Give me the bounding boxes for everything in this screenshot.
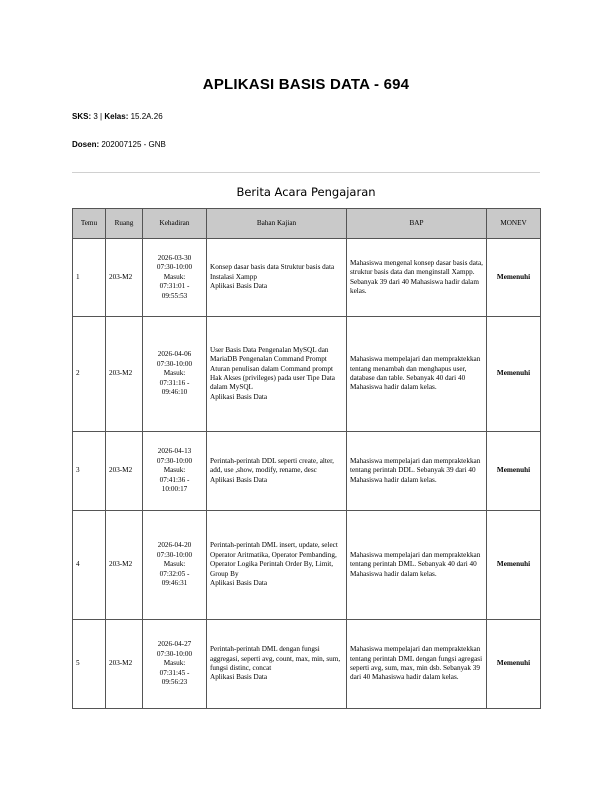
cell-monev: Memenuhi xyxy=(487,317,541,432)
course-meta xyxy=(72,112,163,121)
kehadiran-out: 09:56:23 xyxy=(161,678,188,687)
cell-kehadiran xyxy=(143,620,207,709)
kehadiran-in: 07:31:01 - xyxy=(159,282,190,291)
kehadiran-date: 2026-04-13 xyxy=(157,447,192,456)
cell-temu: 1 xyxy=(73,239,106,317)
kehadiran-in: 07:31:45 - xyxy=(159,668,190,677)
cell-temu: 2 xyxy=(73,317,106,432)
bahan-course: Aplikasi Basis Data xyxy=(210,282,268,291)
kehadiran-time: 07:30-10:00 xyxy=(156,550,193,559)
document-title: APLIKASI BASIS DATA - 694 xyxy=(202,76,410,93)
header-temu: Temu xyxy=(73,209,106,239)
kehadiran-masuk-label: Masuk: xyxy=(163,466,186,475)
header-monev: MONEV xyxy=(487,209,541,239)
kehadiran-masuk-label: Masuk: xyxy=(163,369,186,378)
cell-monev: Memenuhi xyxy=(487,511,541,620)
cell-bahan-kajian xyxy=(207,317,347,432)
cell-bap: Mahasiswa mempelajari dan mempraktekkan tentang perintah DML. Sebanyak 40 dari 40 Mahasiswa hadir dalam kelas. xyxy=(347,511,487,620)
kehadiran-masuk-label: Masuk: xyxy=(163,560,186,569)
sks-label: SKS: xyxy=(72,112,92,121)
cell-bap: Mahasiswa mempelajari dan mempraktekkan tentang menambah dan menghapus user, database dan table. Sebanyak 40 dari 40 Mahasiswa hadir dalam kelas. xyxy=(347,317,487,432)
header-kehadiran: Kehadiran xyxy=(143,209,207,239)
kehadiran-time: 07:30-10:00 xyxy=(156,359,193,368)
cell-bap: Mahasiswa mempelajari dan mempraktekkan tentang perintah DML dengan fungsi agregasi seperti avg, sum, max, min dsb. Sebanyak 39 dari 40 Mahasiswa hadir dalam kelas. xyxy=(347,620,487,709)
kehadiran-out: 09:46:31 xyxy=(161,579,188,588)
kehadiran-time: 07:30-10:00 xyxy=(156,263,193,272)
bahan-topics: Perintah-perintah DML dengan fungsi aggregasi, seperti avg, count, max, min, sum, fungsi distinc, concat xyxy=(210,645,341,672)
bahan-course: Aplikasi Basis Data xyxy=(210,475,268,484)
cell-ruang: 203-M2 xyxy=(106,239,143,317)
sks-value: 3 xyxy=(93,112,98,121)
cell-bahan-kajian xyxy=(207,432,347,511)
table-row xyxy=(73,620,541,709)
cell-temu: 5 xyxy=(73,620,106,709)
kehadiran-masuk-label: Masuk: xyxy=(163,659,186,668)
cell-bahan-kajian xyxy=(207,239,347,317)
bahan-topics: Perintah-perintah DDL seperti create, alter, add, use ,show, modify, rename, desc xyxy=(210,456,334,475)
kehadiran-out: 10:00:17 xyxy=(161,485,188,494)
header-bahan-kajian: Bahan Kajian xyxy=(207,209,347,239)
kelas-label: Kelas: xyxy=(104,112,129,121)
cell-monev: Memenuhi xyxy=(487,239,541,317)
cell-kehadiran xyxy=(143,432,207,511)
cell-temu: 4 xyxy=(73,511,106,620)
cell-ruang: 203-M2 xyxy=(106,620,143,709)
kehadiran-date: 2026-04-20 xyxy=(157,541,192,550)
dosen-label: Dosen: xyxy=(72,140,100,149)
cell-bap: Mahasiswa mengenal konsep dasar basis data, struktur basis data dan menginstall Xampp. Sebanyak 39 dari 40 Mahasiswa hadir dalam kelas. xyxy=(347,239,487,317)
dosen-value: 202007125 - GNB xyxy=(101,140,166,149)
kehadiran-out: 09:46:10 xyxy=(161,388,188,397)
bahan-topics: Perintah-perintah DML insert, update, select Operator Aritmatika, Operator Pembanding, Operator Logika Perintah Order By, Limit, Group By xyxy=(210,541,338,578)
kehadiran-date: 2026-03-30 xyxy=(157,253,192,262)
meta-separator: | xyxy=(100,112,103,121)
cell-ruang: 203-M2 xyxy=(106,317,143,432)
bahan-course: Aplikasi Basis Data xyxy=(210,673,268,682)
table-header-row xyxy=(73,209,541,239)
kehadiran-in: 07:31:16 - xyxy=(159,378,190,387)
kelas-value: 15.2A.26 xyxy=(130,112,163,121)
kehadiran-time: 07:30-10:00 xyxy=(156,649,193,658)
cell-kehadiran xyxy=(143,511,207,620)
header-bap: BAP xyxy=(347,209,487,239)
bahan-course: Aplikasi Basis Data xyxy=(210,579,268,588)
kehadiran-date: 2026-04-27 xyxy=(157,640,192,649)
kehadiran-masuk-label: Masuk: xyxy=(163,272,186,281)
teaching-record-table xyxy=(72,208,541,709)
kehadiran-date: 2026-04-06 xyxy=(157,350,192,359)
bahan-course: Aplikasi Basis Data xyxy=(210,392,268,401)
kehadiran-in: 07:41:36 - xyxy=(159,475,190,484)
cell-bap: Mahasiswa mempelajari dan mempraktekkan tentang perintah DDL. Sebanyak 39 dari 40 Mahasiswa hadir dalam kelas. xyxy=(347,432,487,511)
cell-kehadiran xyxy=(143,317,207,432)
cell-bahan-kajian xyxy=(207,511,347,620)
lecturer-meta xyxy=(72,140,166,149)
cell-monev: Memenuhi xyxy=(487,432,541,511)
table-row xyxy=(73,317,541,432)
bahan-topics: User Basis Data Pengenalan MySQL dan MariaDB Pengenalan Command Prompt Aturan penulisan dalam Command prompt Hak Akses (privileges) pada user Tipe Data dalam MySQL xyxy=(210,345,335,392)
cell-bahan-kajian xyxy=(207,620,347,709)
kehadiran-out: 09:55:53 xyxy=(161,291,188,300)
section-title: Berita Acara Pengajaran xyxy=(236,185,376,199)
table-row xyxy=(73,239,541,317)
cell-ruang: 203-M2 xyxy=(106,511,143,620)
cell-monev: Memenuhi xyxy=(487,620,541,709)
cell-kehadiran xyxy=(143,239,207,317)
bahan-topics: Konsep dasar basis data Struktur basis data Instalasi Xampp xyxy=(210,263,335,281)
kehadiran-in: 07:32:05 - xyxy=(159,569,190,578)
cell-temu: 3 xyxy=(73,432,106,511)
table-row xyxy=(73,432,541,511)
kehadiran-time: 07:30-10:00 xyxy=(156,456,193,465)
cell-ruang: 203-M2 xyxy=(106,432,143,511)
divider xyxy=(72,172,540,173)
header-ruang: Ruang xyxy=(106,209,143,239)
table-row xyxy=(73,511,541,620)
